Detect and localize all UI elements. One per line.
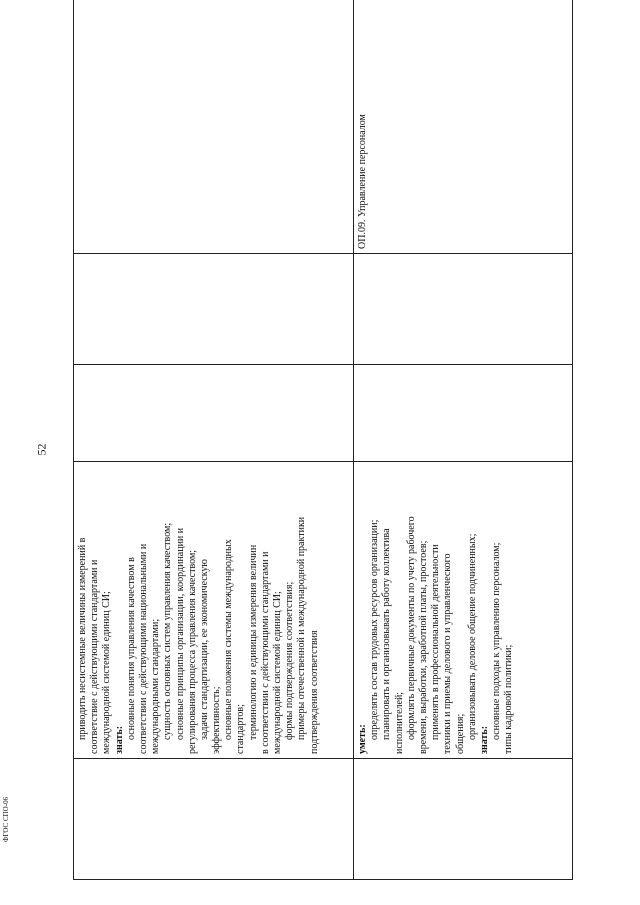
code-cell <box>354 759 573 880</box>
content-line: типы кадровой политики; <box>503 644 515 754</box>
page-number: 52 <box>34 443 49 456</box>
content-line: определять состав трудовых ресурсов организации; <box>369 519 381 740</box>
hours-cell-2 <box>74 254 354 365</box>
know-label: знать: <box>478 725 490 754</box>
content-line: планировать и организовывать работу коллектива <box>381 528 393 740</box>
content-line: регулирования процесса управления качеством; <box>186 549 198 754</box>
content-line: общения; <box>454 713 466 754</box>
content-line: стандартов; <box>235 704 247 754</box>
content-line: применять в профессиональной деятельности <box>430 544 442 740</box>
content-line: международной системой единиц СИ; <box>272 591 283 754</box>
content-line: соответствии с действующими национальными и <box>137 543 149 754</box>
content-line: эффективность; <box>211 686 223 754</box>
footer-code: ФГОС СПО-06 <box>2 796 10 842</box>
content-line: подтверждения соответствия <box>308 630 320 754</box>
content-line: международной системой единиц СИ; <box>101 591 113 754</box>
table-row <box>74 0 354 880</box>
content-line: времени, выработки, заработной платы, простоев; <box>417 540 429 754</box>
content-line: основные положения системы международных <box>223 539 235 740</box>
hours-cell-1 <box>74 365 354 462</box>
content-line: организовывать деловое общение подчиненных; <box>466 533 478 740</box>
content-line: исполнителей; <box>393 691 405 754</box>
content-line: терминологию и единицы измерения величин <box>247 544 259 740</box>
content-line: оформлять первичные документы по учету рабочего <box>405 516 417 740</box>
content-line: основные понятия управления качеством в <box>125 557 137 740</box>
curriculum-table-rotated <box>73 32 573 880</box>
discipline-cell <box>74 0 354 254</box>
content-line: международными стандартами; <box>150 618 162 754</box>
content-cell <box>354 462 573 759</box>
hours-cell-2 <box>354 254 573 365</box>
can-label: уметь: <box>357 724 368 754</box>
content-line: формы подтверждения соответствия; <box>284 581 296 740</box>
content-line: техники и приемы делового и управленческого <box>442 553 454 754</box>
content-line: сущность основных систем управления качеством; <box>162 522 174 740</box>
content-line: основные подходы к управлению персоналом; <box>491 542 503 740</box>
content-cell <box>74 462 354 759</box>
content-line: соответствие с действующими стандартами и <box>89 559 101 754</box>
curriculum-table <box>73 0 573 880</box>
code-cell <box>74 759 354 880</box>
content-line: основные принципы организации, координации и <box>174 527 186 740</box>
content-line: приводить несистемные величины измерений в <box>77 537 88 740</box>
know-label: знать: <box>113 725 125 754</box>
content-line: примеры отечественной и международной практики <box>296 516 308 740</box>
table-row <box>354 0 573 880</box>
hours-cell-1 <box>354 365 573 462</box>
content-line: в соответствии с действующими стандартами и <box>259 551 271 754</box>
content-line: задачи стандартизации, ее экономическую <box>198 559 210 740</box>
discipline-cell: ОП.09. Управление персоналом <box>354 0 573 254</box>
